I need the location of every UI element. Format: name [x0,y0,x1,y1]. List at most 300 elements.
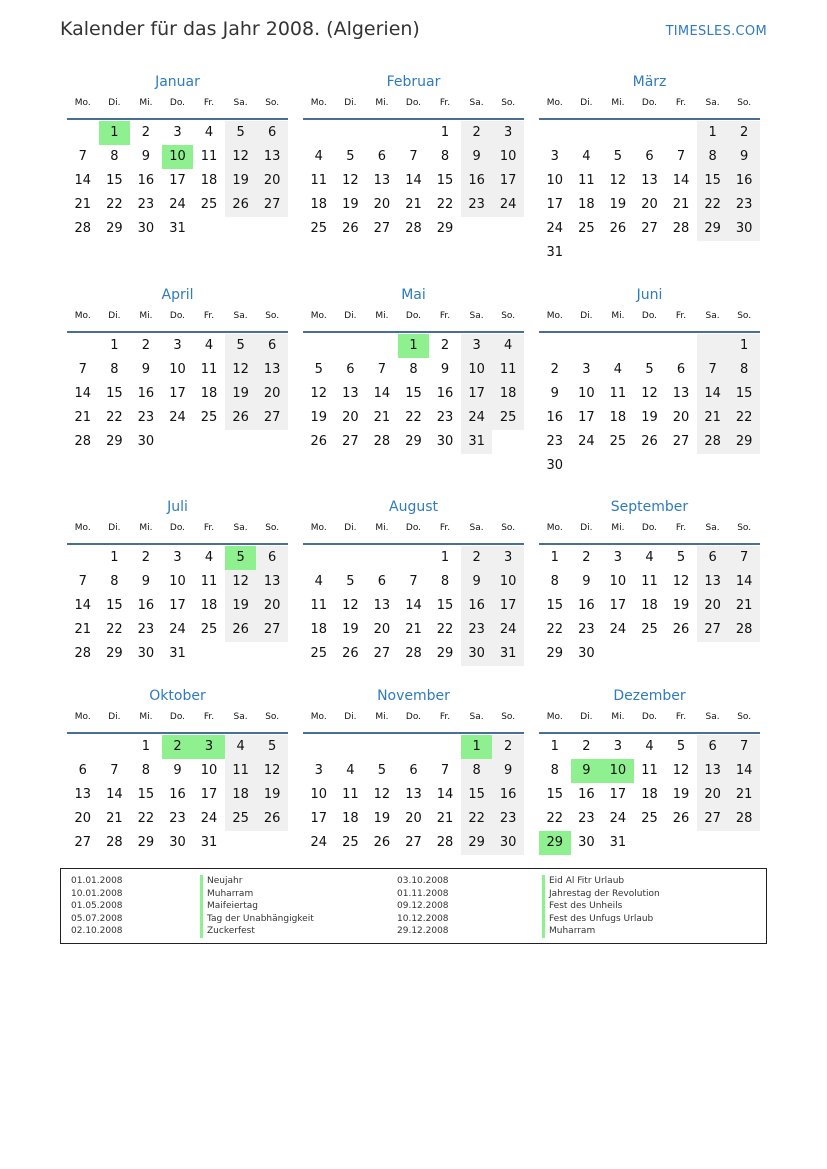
month-name: Mai [401,287,426,303]
day-cell: 3 [613,550,623,565]
day-cell: 6 [697,735,729,759]
day-cell: 25 [200,622,218,637]
day-cell: 28 [697,430,729,454]
weekday-header [539,710,760,734]
day-grid [303,334,524,454]
day-cell: 7 [377,362,387,377]
day-cell: 19 [373,811,391,826]
day-cell: 29 [137,835,155,850]
day-cell: 14 [405,173,422,188]
day-cell: 13 [373,173,391,188]
day-cell: 7 [728,546,760,570]
day-cell: 18 [200,598,218,613]
weekday-header [67,521,288,545]
month-name: Oktober [149,688,206,704]
day-cell: 15 [546,598,564,613]
day-cell: 15 [436,598,454,613]
day-cell: 29 [546,646,564,661]
day-cell: 5 [377,763,387,778]
weekday-label: Sa. [233,311,248,321]
day-cell: 7 [78,574,87,589]
day-cell: 5 [676,739,686,754]
day-cell: 9 [141,149,151,164]
empty-day-cell [665,334,697,358]
weekday-label: Fr. [675,712,687,722]
month-name: Dezember [613,688,686,704]
day-cell: 28 [74,646,92,661]
month-block [303,285,524,454]
day-cell: 29 [697,217,729,241]
day-cell: 22 [546,811,564,826]
day-cell: 23 [578,622,595,637]
day-cell: 21 [74,197,92,212]
day-cell: 8 [110,574,119,589]
day-cell: 5 [676,550,686,565]
weekday-label: So. [737,523,752,533]
holiday-day-cell: 1 [398,334,430,358]
day-cell: 31 [169,646,186,661]
day-cell: 14 [373,386,391,401]
day-cell: 28 [405,221,422,236]
day-cell: 8 [110,149,119,164]
weekday-label: Mi. [375,98,389,108]
weekday-label: Do. [169,523,186,533]
day-cell: 25 [310,221,328,236]
empty-day-cell [67,735,99,759]
day-cell: 2 [141,550,151,565]
day-cell: 15 [697,169,729,193]
month-name: April [161,287,194,303]
day-cell: 9 [582,574,591,589]
legend-date: 02.10.2008 [71,926,123,936]
legend-date: 10.01.2008 [71,888,123,899]
day-cell: 30 [137,434,155,449]
month-block [539,285,760,478]
weekday-label: Fr. [439,98,451,108]
weekday-label: Mi. [139,523,153,533]
day-cell: 30 [461,642,493,666]
day-cell: 26 [310,434,328,449]
empty-day-cell [539,121,571,145]
day-cell: 6 [256,546,288,570]
weekday-label: Di. [580,311,593,321]
holiday-day-cell: 29 [539,831,571,855]
day-cell: 29 [106,221,123,236]
holiday-day-cell: 10 [602,759,634,783]
day-cell: 25 [200,410,218,425]
month-name: Februar [386,74,441,90]
day-cell: 30 [137,221,155,236]
day-cell: 25 [641,622,658,637]
day-cell: 18 [310,622,328,637]
day-cell: 15 [436,173,454,188]
day-cell: 18 [492,382,524,406]
weekday-label: Mi. [139,98,153,108]
day-cell: 13 [373,598,391,613]
day-cell: 9 [141,362,151,377]
empty-day-cell [398,735,430,759]
day-cell: 2 [461,121,493,145]
weekday-label: Fr. [439,523,451,533]
day-grid [67,735,288,855]
day-cell: 6 [256,334,288,358]
weekday-header [303,710,524,734]
day-cell: 2 [440,338,450,353]
weekday-label: Mo. [74,712,91,722]
day-cell: 1 [440,125,450,140]
day-cell: 18 [578,197,595,212]
day-cell: 26 [256,807,288,831]
weekday-label: Fr. [203,98,215,108]
day-cell: 29 [436,221,454,236]
legend-holiday-name: Zuckerfest [200,925,314,938]
day-cell: 11 [310,173,328,188]
weekday-header [303,96,524,120]
day-cell: 7 [697,358,729,382]
day-cell: 17 [310,811,328,826]
day-cell: 24 [169,622,186,637]
day-cell: 11 [492,358,524,382]
weekday-header [539,521,760,545]
day-cell: 8 [141,763,151,778]
day-cell: 24 [546,221,564,236]
day-cell: 30 [578,646,595,661]
day-cell: 8 [697,145,729,169]
day-grid [67,121,288,241]
empty-day-cell [303,334,335,358]
day-cell: 3 [613,739,623,754]
day-cell: 27 [697,618,729,642]
day-cell: 17 [200,787,218,802]
empty-day-cell [335,121,367,145]
day-cell: 12 [342,173,359,188]
month-name: Juli [167,499,188,515]
day-cell: 5 [645,362,654,377]
empty-day-cell [602,334,634,358]
month-name: November [377,688,450,704]
day-cell: 5 [346,149,355,164]
day-cell: 26 [373,835,391,850]
day-cell: 16 [546,410,564,425]
weekday-label: Di. [580,712,593,722]
weekday-header [539,309,760,333]
empty-day-cell [366,334,398,358]
day-cell: 28 [405,646,422,661]
day-cell: 5 [225,334,257,358]
day-cell: 16 [169,787,186,802]
day-cell: 22 [106,197,123,212]
legend-holiday-name: Maifeiertag [200,900,314,913]
day-cell: 12 [672,763,690,778]
day-cell: 23 [492,807,524,831]
day-cell: 28 [74,434,92,449]
day-cell: 20 [641,197,658,212]
day-cell: 9 [173,763,182,778]
day-cell: 7 [676,149,686,164]
day-cell: 4 [314,149,323,164]
empty-day-cell [67,121,99,145]
day-cell: 26 [609,221,627,236]
day-cell: 12 [256,759,288,783]
weekday-header [303,309,524,333]
day-cell: 1 [697,121,729,145]
empty-day-cell [398,121,430,145]
day-cell: 26 [225,406,257,430]
day-cell: 23 [137,410,155,425]
weekday-label: Mi. [375,311,389,321]
day-cell: 28 [74,221,92,236]
day-cell: 14 [74,598,92,613]
day-cell: 21 [436,811,454,826]
weekday-label: Do. [641,311,658,321]
day-cell: 13 [641,173,658,188]
empty-day-cell [67,546,99,570]
day-cell: 17 [578,410,595,425]
day-cell: 27 [74,835,92,850]
day-cell: 17 [169,173,186,188]
day-cell: 15 [106,386,123,401]
day-cell: 21 [728,594,760,618]
month-block [67,497,288,666]
empty-day-cell [429,735,461,759]
day-cell: 16 [578,598,595,613]
day-cell: 4 [346,763,355,778]
day-cell: 23 [137,622,155,637]
weekday-label: Mi. [611,311,625,321]
day-cell: 19 [342,197,359,212]
day-cell: 6 [645,149,654,164]
day-cell: 2 [141,125,151,140]
weekday-label: Fr. [675,523,687,533]
day-cell: 4 [645,739,654,754]
weekday-header [303,521,524,545]
day-cell: 27 [373,221,391,236]
day-cell: 11 [310,598,328,613]
weekday-label: Di. [108,98,121,108]
day-cell: 30 [546,458,564,473]
weekday-label: Mi. [375,523,389,533]
day-cell: 21 [106,811,123,826]
day-cell: 7 [110,763,119,778]
weekday-label: Do. [169,311,186,321]
day-cell: 22 [137,811,155,826]
day-cell: 18 [641,598,658,613]
weekday-label: Di. [108,523,121,533]
weekday-label: Fr. [439,311,451,321]
day-cell: 27 [256,406,288,430]
day-grid [303,735,524,855]
day-cell: 4 [204,550,214,565]
day-cell: 28 [373,434,391,449]
day-cell: 29 [436,646,454,661]
empty-day-cell [335,546,367,570]
weekday-label: Sa. [469,712,484,722]
day-cell: 9 [492,759,524,783]
day-cell: 20 [405,811,422,826]
empty-day-cell [539,334,571,358]
day-cell: 13 [405,787,422,802]
weekday-label: Mi. [611,98,625,108]
day-cell: 9 [461,570,493,594]
month-name: August [389,499,438,515]
weekday-label: So. [737,712,752,722]
day-cell: 22 [106,410,123,425]
day-grid [67,334,288,454]
weekday-label: So. [737,311,752,321]
day-cell: 18 [225,783,257,807]
day-cell: 18 [342,811,359,826]
weekday-label: Mo. [74,98,91,108]
day-cell: 2 [728,121,760,145]
day-cell: 23 [461,193,493,217]
empty-day-cell [571,334,603,358]
month-name: September [610,499,689,515]
day-cell: 4 [204,125,214,140]
day-cell: 10 [546,173,564,188]
holiday-day-cell: 9 [571,759,603,783]
month-block [303,497,524,666]
day-cell: 8 [409,362,418,377]
day-cell: 26 [225,193,257,217]
day-grid [303,546,524,666]
day-cell: 24 [169,410,186,425]
day-cell: 21 [697,406,729,430]
day-cell: 8 [550,763,559,778]
day-cell: 4 [582,149,591,164]
day-cell: 2 [550,362,559,377]
empty-day-cell [366,121,398,145]
day-cell: 22 [405,410,422,425]
weekday-label: Sa. [705,98,720,108]
weekday-label: Fr. [203,523,215,533]
day-cell: 11 [200,362,218,377]
day-cell: 12 [225,358,257,382]
day-cell: 23 [461,618,493,642]
day-cell: 21 [405,622,422,637]
day-cell: 28 [728,618,760,642]
weekday-label: Mo. [310,98,327,108]
day-cell: 1 [728,334,760,358]
day-cell: 6 [697,546,729,570]
day-cell: 27 [342,434,359,449]
day-cell: 24 [461,406,493,430]
day-cell: 3 [461,334,493,358]
day-cell: 6 [377,574,387,589]
day-cell: 15 [106,173,123,188]
day-cell: 20 [697,783,729,807]
empty-day-cell [665,121,697,145]
month-block [303,72,524,241]
day-cell: 2 [582,739,591,754]
legend-date: 01.11.2008 [397,888,449,899]
legend-date: 05.07.2008 [71,913,123,924]
weekday-label: Mi. [375,712,389,722]
day-cell: 25 [225,807,257,831]
weekday-label: Sa. [233,98,248,108]
day-cell: 15 [137,787,155,802]
day-cell: 30 [436,434,454,449]
day-cell: 25 [492,406,524,430]
day-cell: 28 [436,835,454,850]
day-cell: 19 [342,622,359,637]
weekday-label: Mi. [139,712,153,722]
day-cell: 10 [492,145,524,169]
day-cell: 4 [613,362,623,377]
day-cell: 27 [697,807,729,831]
day-cell: 17 [609,598,627,613]
empty-day-cell [99,735,131,759]
day-cell: 21 [405,197,422,212]
weekday-label: Do. [169,712,186,722]
day-cell: 20 [373,197,391,212]
legend-date: 29.12.2008 [397,926,449,936]
day-cell: 22 [728,406,760,430]
holiday-day-cell: 5 [225,546,257,570]
legend-holiday-name: Muharram [542,925,660,938]
day-cell: 10 [200,763,218,778]
site-logo-text[interactable]: TIMESLES.COM [665,24,767,39]
day-cell: 17 [169,386,186,401]
legend-date: 03.10.2008 [397,876,449,886]
day-cell: 13 [256,570,288,594]
legend-holiday-name: Neujahr [200,875,314,888]
day-cell: 2 [582,550,591,565]
day-cell: 24 [169,197,186,212]
day-cell: 14 [436,787,454,802]
day-cell: 30 [137,646,155,661]
legend-date: 01.01.2008 [71,876,123,886]
day-cell: 12 [342,598,359,613]
month-block [67,686,288,855]
day-cell: 24 [492,618,524,642]
day-cell: 8 [440,149,450,164]
day-cell: 13 [256,145,288,169]
day-cell: 7 [409,149,418,164]
empty-day-cell [335,334,367,358]
day-cell: 12 [225,145,257,169]
day-cell: 4 [645,550,654,565]
day-cell: 22 [697,193,729,217]
day-grid [539,121,760,265]
day-cell: 24 [310,835,328,850]
day-cell: 18 [310,197,328,212]
weekday-header [539,96,760,120]
day-cell: 16 [461,594,493,618]
day-cell: 7 [440,763,450,778]
day-cell: 23 [137,197,155,212]
weekday-label: Mo. [546,311,563,321]
day-cell: 26 [672,622,690,637]
day-cell: 8 [461,759,493,783]
weekday-label: Mi. [611,523,625,533]
weekday-label: Sa. [233,712,248,722]
day-cell: 6 [409,763,418,778]
day-cell: 21 [74,622,92,637]
day-cell: 17 [492,169,524,193]
day-cell: 8 [110,362,119,377]
month-block [539,497,760,666]
day-cell: 6 [256,121,288,145]
day-cell: 21 [373,410,391,425]
month-block [303,686,524,855]
day-cell: 19 [641,410,658,425]
day-cell: 7 [728,735,760,759]
day-cell: 4 [314,574,323,589]
day-cell: 6 [377,149,387,164]
day-cell: 24 [609,622,627,637]
day-cell: 23 [578,811,595,826]
legend-holiday-name: Tag der Unabhängigkeit [200,913,314,926]
